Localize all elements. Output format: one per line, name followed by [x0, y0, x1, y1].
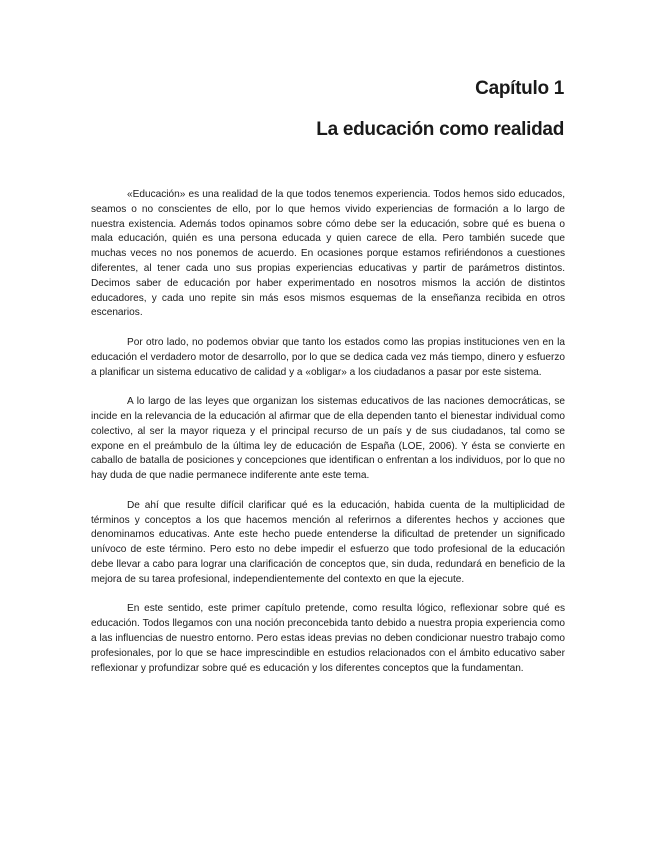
body-text — [91, 188, 565, 691]
paragraph: A lo largo de las leyes que organizan los sistemas educativos de las naciones democráticas, se incide en la relevancia de la educación al afirmar que de ella dependen tanto el bienestar individual como colectivo, al ser la mayor riqueza y el principal recurso de un país y de sus ciudadanos, tal como se expone en el preámbulo de la última ley de educación de España (LOE, 2006). Y ésta se convierte en caballo de batalla de posiciones y concepciones que identifican o enfrentan a los individuos, por lo que no hay duda de que nadie permanece indiferente ante este tema. — [91, 396, 565, 482]
chapter-label: Capítulo 1 — [475, 78, 564, 99]
chapter-title: La educación como realidad — [316, 119, 564, 140]
paragraph: En este sentido, este primer capítulo pretende, como resulta lógico, reflexionar sobre qué es educación. Todos llegamos con una noción preconcebida tanto debido a nuestra propia experiencia como a las influencias de nuestro entorno. Pero estas ideas previas no deben condicionar nuestro trabajo como profesionales, por lo que se hace imprescindible en estudios relacionados con el ámbito educativo saber reflexionar y profundizar sobre qué es educación y los diferentes conceptos que la fundamentan. — [91, 603, 565, 674]
paragraph: De ahí que resulte difícil clarificar qué es la educación, habida cuenta de la multiplicidad de términos y conceptos a los que hacemos mención al referirnos a diferentes hechos y acciones que denominamos educativas. Ante este hecho puede entenderse la dificultad de pretender un significado unívoco de este término. Pero esto no debe impedir el esfuerzo que todo profesional de la educación debe llevar a cabo para lograr una clarificación de conceptos que, sin duda, redundará en beneficio de la mejora de su tarea profesional, independientemente del contexto en que la ejecute. — [91, 499, 565, 585]
paragraph: Por otro lado, no podemos obviar que tanto los estados como las propias instituciones ven en la educación el verdadero motor de desarrollo, por lo que se dedica cada vez más tiempo, dinero y esfuerzo a planificar un sistema educativo de calidad y a «obligar» a los ciudadanos a pasar por este sistema. — [91, 336, 565, 378]
paragraph: «Educación» es una realidad de la que todos tenemos experiencia. Todos hemos sido educados, seamos o no conscientes de ello, por lo que hemos vivido experiencias de formación a lo largo de nuestra existencia. Además todos opinamos sobre cómo debe ser la educación, sobre qué es buena o mala educación, quién es una persona educada y quien carece de ella. Pero también sucede que muchas veces no nos ponemos de acuerdo. En ocasiones porque estamos refiriéndonos a cuestiones diferentes, al tener cada uno sus propias experiencias educativas y partir de parámetros distintos. Decimos saber de educación por haber experimentado en nosotros mismos la acción de distintos educadores, y cada uno repite sin más esos mismos esquemas de la enseñanza recibida en otros escenarios. — [91, 189, 565, 319]
